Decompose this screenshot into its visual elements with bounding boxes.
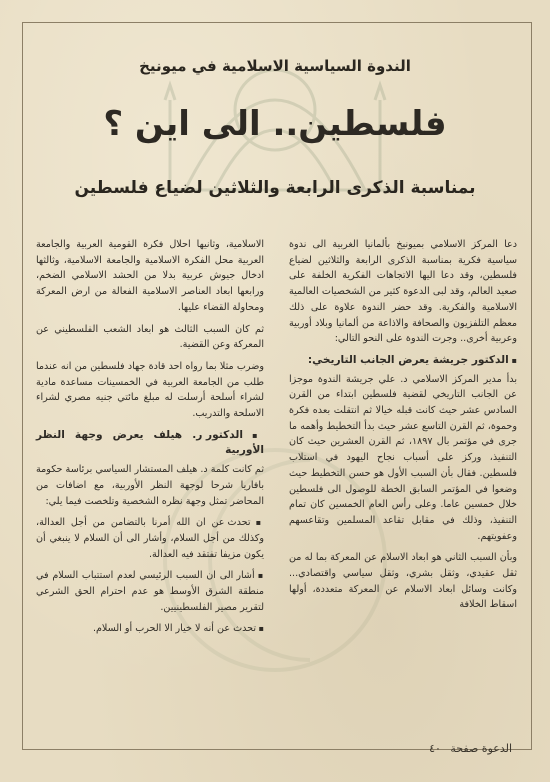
bullet-item: ▪ أشار الى ان السبب الرئيسي لعدم استتباب السلام في منطقة الشرق الأوسط هو عدم احترام الحق الشرعي لتقرير مصير الفلسطينيين. <box>36 568 264 615</box>
history-paragraph-continued: وبأن السبب الثاني هو ابعاد الاسلام عن المعركة بما له من ثقل عقيدي، وثقل بشري، وثقل سياسي واقتصادي... وكانت وسائل ابعاد الاسلام عن المعركة متعددة، أولها اسقاط الخلافة <box>289 552 517 611</box>
continuation-paragraph: الاسلامية، وثانيها احلال فكرة القومية العربية والجامعة العربية محل الفكرة الاسلامية والجامعة الاسلامية، وثالثها ادخال جيوش عربية بدلا من الحشد الاسلامي الضخم، ورابعها ابعاد العناصر الاسلامية الفعالة من ارض المعركة ومحاولة القضاء عليها. <box>36 239 264 313</box>
page-footer <box>429 742 512 755</box>
intro-paragraph: دعا المركز الاسلامي بميونيخ بألمانيا الغربية الى ندوة سياسية فكرية بمناسبة الذكرى الرابعة والثلاثين لضياع فلسطين، وقد دعا اليها الاتجاهات الفكرية الخلفة على صعيد العالم، وقد لبى الدعوة كثير من الشخصيات العالمية الاسلامية والفكرية. وقد حضر الندوة علاوة على ذلك معظم التلفزيون والصحافة والاذاعة من ألمانيا وبلاد أوربية وعربية أخرى.. وجرت الندوة على النحو التالي: <box>289 239 517 345</box>
page-number: ٤٠ <box>429 742 441 755</box>
article-subtitle: بمناسبة الذكرى الرابعة والثلاثين لضياع فلسطين <box>74 178 476 198</box>
european-view-paragraph: ثم كانت كلمة د. هيلف المستشار السياسي برئاسة حكومة بافاريا شرحا لوجهة النظر الأوربية، مع اضافات من المحاضر تمثل وجهة نظره الشخصية وتلخصت فيما يلي: <box>36 464 264 507</box>
third-cause-paragraph: ثم كان السبب الثالث هو ابعاد الشعب الفلسطيني عن المعركة وعن القضية. <box>36 323 264 351</box>
bullet-item: ▪ تحدث عن ان الله أمرنا بالتضامن من أجل العدالة، وكذلك من أجل السلام، وأشار الى أن السلام لا ينبغي أن يكون مزيفا تفتقد فيه العدالة. <box>36 515 264 562</box>
bullet-item: ▪ تحدث عن أنه لا خيار الا الحرب أو السلام. <box>36 621 264 637</box>
history-paragraph: بدأ مدير المركز الاسلامي د. علي جريشة الندوة موجزا عن الجانب التاريخي لقضية فلسطين ابتداء من القرن السادس عشر حيث كانت قبله خيالا ثم انتقلت بعده فكرة وحموة، ثم القرن التاسع عشر حيث بدأ التخطيط وأهمه ما جرى في مؤتمر بال ١٨٩٧، ثم القرن العشرين حيث كان التنفيذ، وركز على أسباب نجاح اليهود في استلاب فلسطين. فقال بأن السبب الأول هو حسن التخطيط حيث وضعوا في المؤتمر السابق الخطة للوصول الى فلسطين خلال خمسين عاما. وعلى رأس العام الخمسين كان تمام التنفيذ، وذلك في مقابل تقاعد المسلمين وتقاعسهم وعفويتهم. <box>289 373 517 542</box>
article-supertitle: الندوة السياسية الاسلامية في ميونيخ <box>139 57 411 75</box>
article-headline: فلسطين.. الى اين ؟ <box>103 104 447 144</box>
section-heading-european-view: ▪ الدكتور ر. هيلف يعرض وجهة النظر الأوربية <box>36 428 264 459</box>
footer-label: الدعوة صفحة <box>450 742 512 755</box>
right-column <box>289 237 517 619</box>
section-heading-history: ▪ الدكتور جريشة يعرض الجانب التاريخي: <box>289 353 517 369</box>
example-paragraph: وضرب مثلا بما رواه احد قادة جهاد فلسطين من انه عندما طلب من الجامعة العربية في الخمسينات مساعدة مادية لشراء أسلحة أرسلت له مبلغ مائتي جنيه مصري لشراء الاسلحة والتدريب. <box>36 360 264 420</box>
left-column <box>36 237 264 643</box>
